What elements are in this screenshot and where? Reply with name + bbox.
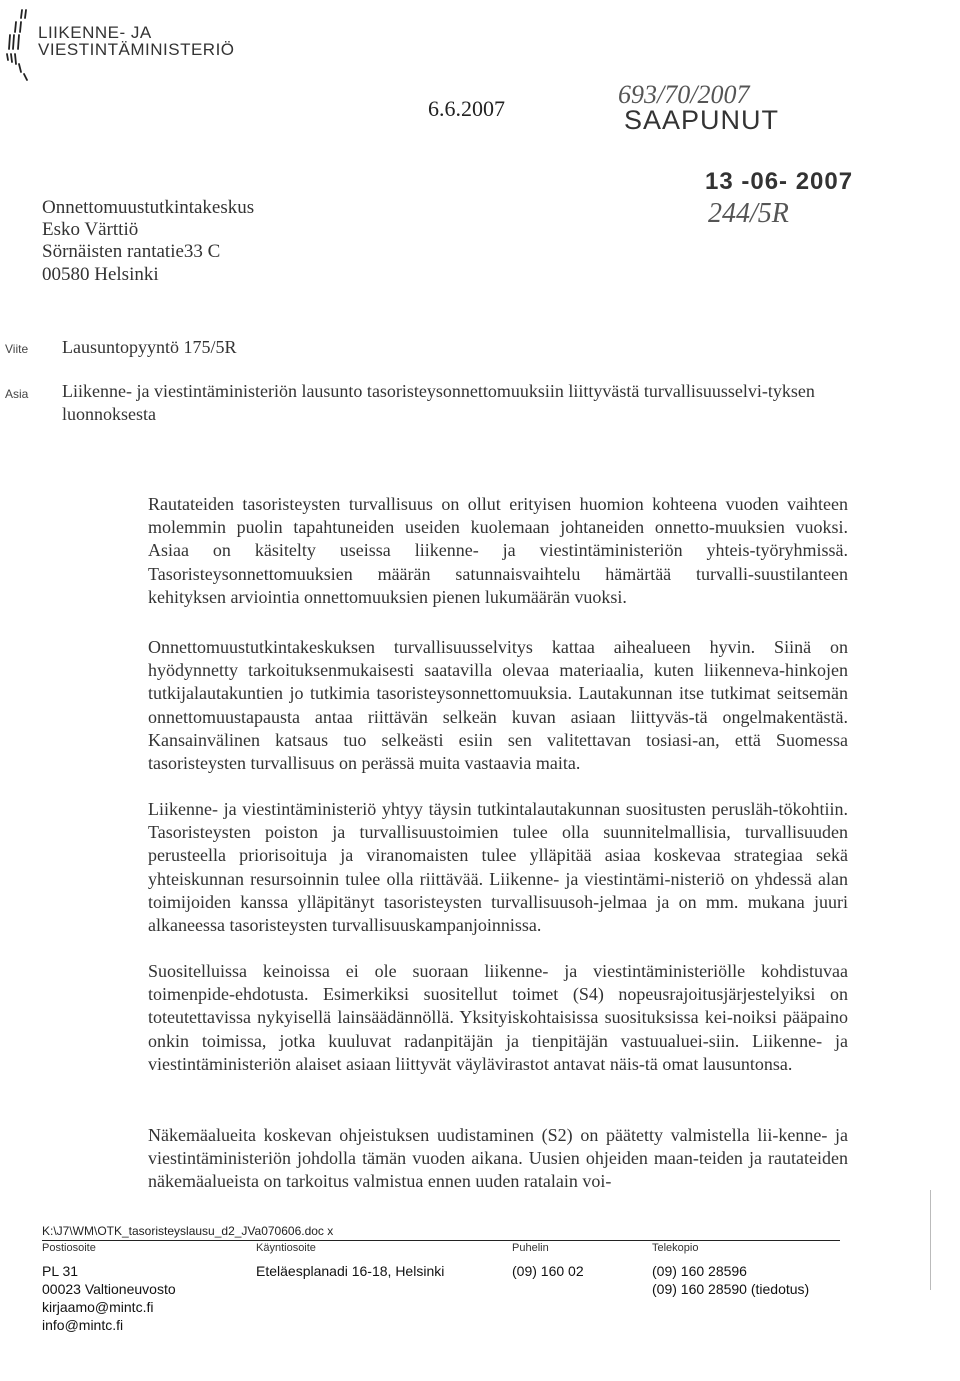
recipient-street: Sörnäisten rantatie33 C: [42, 241, 221, 262]
body-paragraph: Rautateiden tasoristeysten turvallisuus on ollut erityisen huomion kohteena vuoden vaihteen molemmin puolin tapahtuneiden useiden kuolemaan johtaneiden onnetto-muuksien vuoksi. Asiaa on käsitelty useissa liikenne- ja viestintäministeriön yhteis-työryhmissä. Tasoristeysonnettomuuksien määrän satunnaisvaihtelu hämärtää turvalli-suustilanteen kehityksen arviointia onnettomuuksien pienen lukumäärän vuoksi.: [148, 494, 848, 607]
footer-file-path: [42, 1224, 333, 1238]
file-path-suffix: x: [327, 1224, 334, 1238]
handwritten-note: 244/5R: [708, 198, 789, 229]
postal-box: PL 31: [42, 1263, 79, 1279]
file-path-text: K:\J7\WM\OTK_tasoristeyslausu_d2_JVa070606.doc: [42, 1224, 324, 1238]
recipient-name: Esko Värttiö: [42, 219, 139, 240]
reference-text: Lausuntopyyntö 175/5R: [62, 337, 237, 357]
subject-label: Asia: [5, 387, 29, 401]
footer-heading-postal: Postiosoite: [42, 1242, 96, 1254]
reference-label: Viite: [5, 342, 29, 356]
ministry-logo-icon: [2, 2, 32, 82]
fax-number-info: (09) 160 28590 (tiedotus): [652, 1281, 810, 1297]
subject-text: Liikenne- ja viestintäministeriön lausunto tasoristeysonnettomuuksiin liittyvästä turvallisuusselvi-tyksen luonnoksesta: [62, 381, 815, 424]
footer-heading-fax: Telekopio: [652, 1242, 699, 1254]
footer-heading-phone: Puhelin: [512, 1242, 549, 1254]
body-paragraph: Näkemäalueita koskevan ohjeistuksen uudistaminen (S2) on päätetty valmistella lii-kenne- ja viestintäministeriön johdolla tämän vuoden aikana. Uusien ohjeiden maan-teiden ja rautateiden näkemäalueista on tarkoitus valmistua ennen uuden ratalain voi-: [148, 1125, 848, 1192]
body-paragraph: Liikenne- ja viestintäministeriö yhtyy täysin tutkintalautakunnan suositusten perusläh-tökohtiin. Tasoristeysten poiston ja turvallisuustoimien tulee olla suunnitelmallisia, turvallisuuden perusteella priorisoituja ja viranomaisten tulee ylläpitää asiaa koskevaa strategiaa sekä yhteiskunnan resursoinnin tulee olla riittävää. Liikenne- ja viestintämi-nisteriö on yhdessä alan toimijoiden kanssa ylläpitänyt tasoristeysten turvallisuusoh-jelmaa ja on mm. mukana juuri alkaneessa tasoristeysten turvallisuuskampanjoinnissa.: [148, 799, 848, 936]
body-paragraph: Onnettomuustutkintakeskuksen turvallisuusselvitys kattaa aihealueen hyvin. Siinä on hyödynnetty tarkoituksenmukaisesti saatavilla olevaa materiaalia, kuten liikenneva-hinkojen tutkijalautakuntien jo tutkimia tasoristeysonnettomuuksia. Lautakunnan itse tutkimat seitsemän onnettomuustapausta antaa riittävän selkeän kuvan asiaan liittyväs-tä ongelmakentästä. Kansainvälinen katsaus tuo selkeästi esiin sen valitettavan tosiasi-an, että Suomessa tasoristeysten turvallisuus on perässä muita vastaavia maita.: [148, 637, 848, 774]
visit-address: Eteläesplanadi 16-18, Helsinki: [256, 1263, 445, 1279]
ministry-name-line-1: LIIKENNE- JA: [38, 23, 152, 42]
footer-heading-visit: Käyntiosoite: [256, 1242, 316, 1254]
letter-date: 6.6.2007: [428, 96, 505, 121]
recipient-organization: Onnettomuustutkintakeskus: [42, 197, 255, 218]
handwritten-diary-number: 693/70/2007: [618, 80, 750, 109]
postal-code: 00023 Valtioneuvosto: [42, 1281, 176, 1297]
body-paragraph: Suositelluissa keinoissa ei ole suoraan liikenne- ja viestintäministeriölle kohdistuvaa toimenpide-ehdotusta. Esimerkiksi suositellut toimet (S4) nopeusrajoitusjärjestelyiksi on toteutettavissa nykyisellä lainsäädännöllä. Yksityiskohtaisissa suosituksissa kei-noiksi pääpaino onkin toimissa, jotka kuuluvat radanpitäjän ja tienpitäjän vastuualuei-siin. Liikenne- ja viestintäministeriön alaiset asiaan liittyvät väylävirastot antavat näis-tä omat lausuntonsa.: [148, 961, 848, 1074]
received-stamp-date: 13 -06- 2007: [705, 168, 854, 195]
phone-number: (09) 160 02: [512, 1263, 584, 1279]
received-stamp-label: SAAPUNUT: [624, 105, 780, 135]
ministry-name-line-2: VIESTINTÄMINISTERIÖ: [38, 40, 235, 59]
fax-number: (09) 160 28596: [652, 1263, 747, 1279]
scan-edge-mark: [930, 1190, 931, 1290]
footer-divider: [42, 1240, 840, 1241]
recipient-city: 00580 Helsinki: [42, 264, 159, 285]
info-email: info@mintc.fi: [42, 1317, 124, 1333]
registry-email: kirjaamo@mintc.fi: [42, 1299, 154, 1315]
